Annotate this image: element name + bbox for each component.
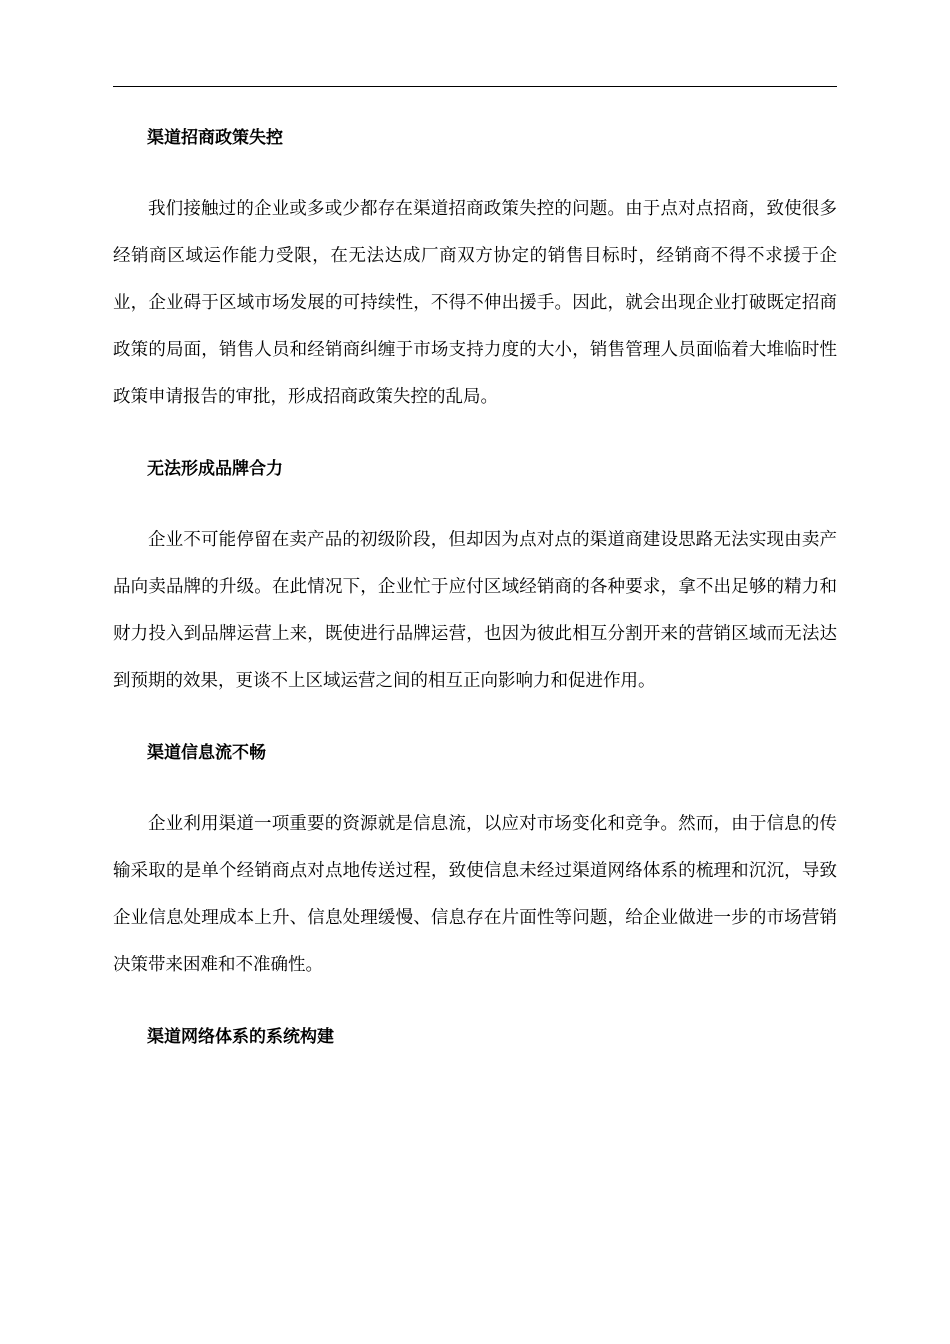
- paragraph-brand-synergy: 企业不可能停留在卖产品的初级阶段，但却因为点对点的渠道商建设思路无法实现由卖产品向卖品牌的升级。在此情况下，企业忙于应付区域经销商的各种要求，拿不出足够的精力和财力投入到品牌运营上来，既使进行品牌运营，也因为彼此相互分割开来的营销区域而无法达到预期的效果，更谈不上区域运营之间的相互正向影响力和促进作用。: [113, 530, 837, 691]
- header-rule: [113, 86, 837, 87]
- document-body: [113, 112, 837, 1063]
- section-heading-network-construction: 渠道网络体系的系统构建: [147, 1027, 334, 1047]
- section-heading-channel-policy: 渠道招商政策失控: [147, 128, 283, 148]
- paragraph-information-flow: 企业利用渠道一项重要的资源就是信息流，以应对市场变化和竞争。然而，由于信息的传输采取的是单个经销商点对点地传送过程，致使信息未经过渠道网络体系的梳理和沉沉，导致企业信息处理成本上升、信息处理缓慢、信息存在片面性等问题，给企业做进一步的市场营销决策带来困难和不准确性。: [113, 814, 837, 975]
- paragraph-channel-policy: 我们接触过的企业或多或少都存在渠道招商政策失控的问题。由于点对点招商，致使很多经销商区域运作能力受限，在无法达成厂商双方协定的销售目标时，经销商不得不求援于企业，企业碍于区域市场发展的可持续性，不得不伸出援手。因此，就会出现企业打破既定招商政策的局面，销售人员和经销商纠缠于市场支持力度的大小，销售管理人员面临着大堆临时性政策申请报告的审批，形成招商政策失控的乱局。: [113, 199, 837, 407]
- section-heading-brand-synergy: 无法形成品牌合力: [147, 459, 283, 479]
- section-heading-information-flow: 渠道信息流不畅: [147, 743, 266, 763]
